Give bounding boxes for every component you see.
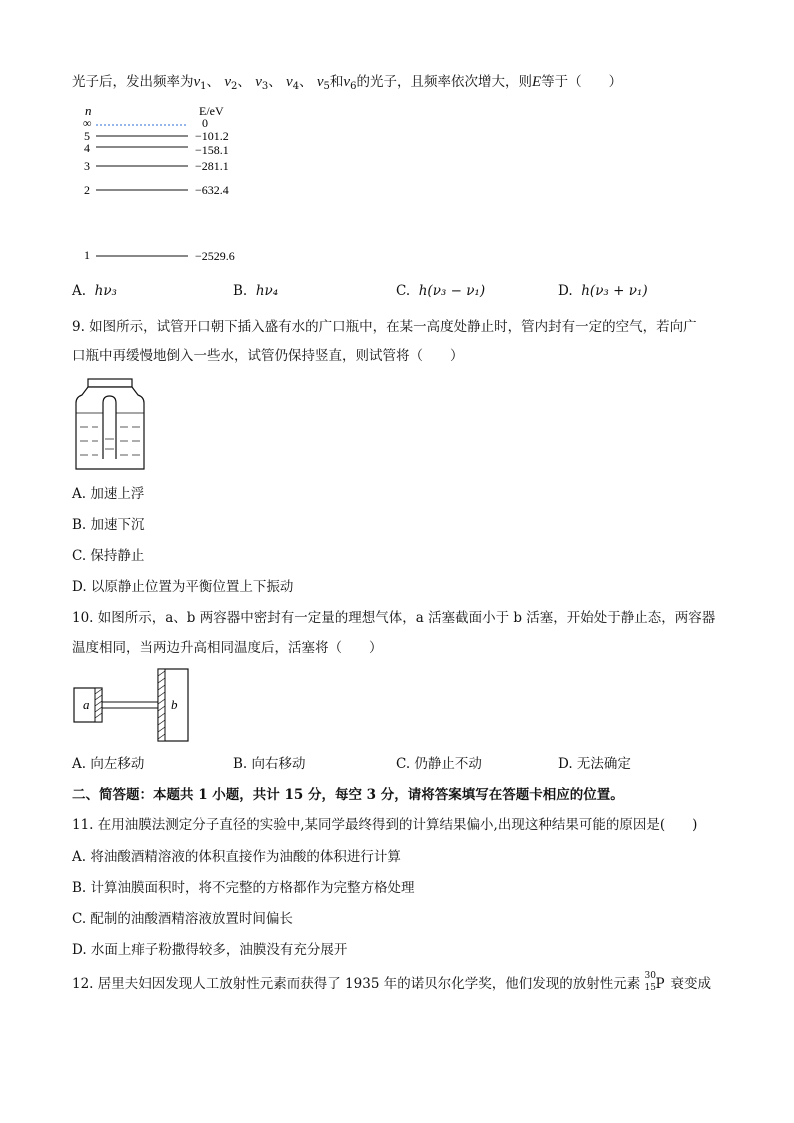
q10-option-b: B. 向右移动 [233, 756, 306, 772]
q8-option-d: D. h(ν₃ + ν₁) [558, 283, 648, 299]
q10-stem-line2: 温度相同，当两边升高相同温度后，活塞将（ ） [72, 640, 383, 656]
section-2-heading: 二、简答题：本题共 1 小题，共计 15 分，每空 3 分，请将答案填写在答题卡相应的位置。 [72, 787, 624, 803]
isotope-notation: 30 15 P [644, 971, 665, 993]
level-e-1: −2529.6 [195, 249, 235, 263]
piston-containers-figure [72, 667, 192, 743]
q10-option-d: D. 无法确定 [558, 756, 631, 772]
q9-stem-line1: 9. 如图所示，试管开口朝下插入盛有水的广口瓶中，在某一高度处静止时，管内封有一定的空气，若向广 [72, 319, 697, 335]
q12-stem: 12. 居里夫妇因发现人工放射性元素而获得了 1935 年的诺贝尔化学奖，他们发现的放射性元素 30 15 P 衰变成 [72, 971, 711, 993]
q9-option-b: B. 加速下沉 [72, 517, 145, 533]
q11-option-d: D. 水面上痱子粉撒得较多，油膜没有充分展开 [72, 942, 348, 958]
e-axis-label: E/eV [199, 104, 224, 118]
q8-option-a-text: hν₃ [94, 283, 117, 299]
q9-option-d: D. 以原静止位置为平衡位置上下振动 [72, 579, 294, 595]
level-e-inf: 0 [202, 116, 208, 130]
q9-option-a: A. 加速上浮 [72, 486, 145, 502]
energy-level-diagram [78, 100, 258, 270]
q8-option-c: C. h(ν₃ − ν₁) [396, 283, 486, 299]
level-n-1: 1 [84, 248, 90, 262]
level-n-inf: ∞ [83, 116, 92, 130]
q11-option-c: C. 配制的油酸酒精溶液放置时间偏长 [72, 911, 293, 927]
q8-option-a: A. hν₃ [72, 283, 117, 299]
q9-option-c: C. 保持静止 [72, 548, 145, 564]
q8-option-d-text: h(ν₃ + ν₁) [581, 283, 648, 299]
level-n-4: 4 [84, 141, 90, 155]
level-n-2: 2 [84, 183, 90, 197]
q10-option-a: A. 向左移动 [72, 756, 145, 772]
level-n-5: 5 [84, 129, 90, 143]
level-e-5: −101.2 [195, 129, 229, 143]
q8-stem: 光子后，发出频率为$\nu_1$、 $\nu_2$、 $\nu_3$、 $\nu_4$、 $\nu_5$和$\nu_6$的光子，且频率依次增大，则E等于（ ） [72, 74, 623, 92]
q8-option-b-text: hν₄ [255, 283, 279, 299]
container-b-label: b [171, 697, 178, 712]
level-e-3: −281.1 [195, 159, 229, 173]
q11-stem: 11. 在用油膜法测定分子直径的实验中,某同学最终得到的计算结果偏小,出现这种结果可能的原因是( ) [72, 817, 698, 833]
q8-option-c-text: h(ν₃ − ν₁) [418, 283, 486, 299]
q10-stem-line1: 10. 如图所示，a、b 两容器中密封有一定量的理想气体，a 活塞截面小于 b 活塞，开始处于静止态，两容器 [72, 610, 716, 626]
container-a-label: a [83, 697, 90, 712]
q8-option-b: B. hν₄ [233, 283, 279, 299]
q11-option-b: B. 计算油膜面积时，将不完整的方格都作为完整方格处理 [72, 880, 415, 896]
level-e-4: −158.1 [195, 143, 229, 157]
n-axis-label: n [85, 103, 92, 118]
level-n-3: 3 [84, 159, 90, 173]
q9-stem-line2: 口瓶中再缓慢地倒入一些水，试管仍保持竖直，则试管将（ ） [72, 348, 464, 364]
level-e-2: −632.4 [195, 183, 229, 197]
q10-option-c: C. 仍静止不动 [396, 756, 482, 772]
jar-test-tube-figure [74, 377, 146, 473]
q11-option-a: A. 将油酸酒精溶液的体积直接作为油酸的体积进行计算 [72, 849, 401, 865]
